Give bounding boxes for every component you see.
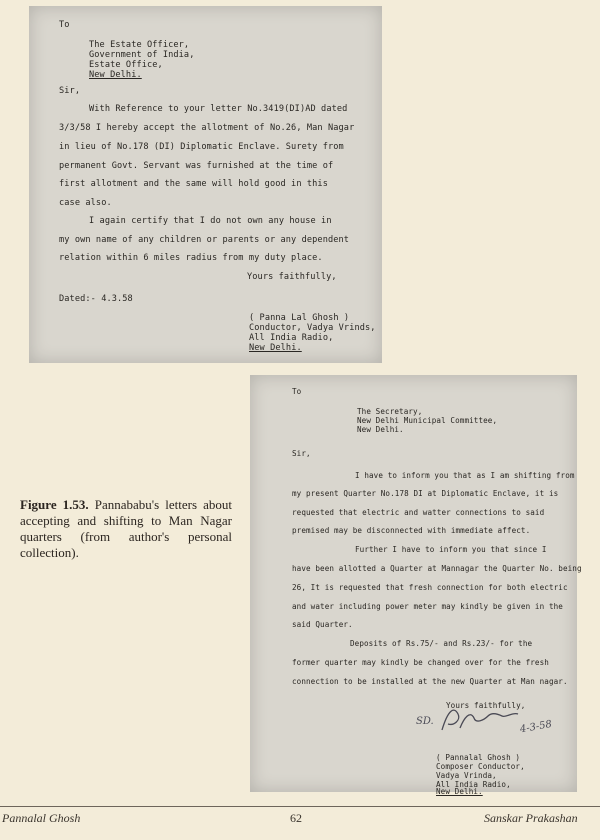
body-line: connection to be installed at the new Quarter at Man nagar. [292, 677, 568, 686]
addressee-line: New Delhi. [89, 70, 142, 80]
figure-caption-text: Pannababu's letters about accepting and shifting to Man Nagar quarters (from author's personal collection). [20, 497, 232, 560]
signature-line: All India Radio, [436, 780, 511, 789]
dated: Dated:- 4.3.58 [59, 294, 133, 304]
signature-line: Conductor, Vadya Vrinds, [249, 323, 376, 333]
addressee-line: Estate Office, [89, 60, 163, 70]
body-line: Deposits of Rs.75/- and Rs.23/- for the [350, 639, 533, 648]
signature-line: ( Pannalal Ghosh ) [436, 753, 521, 762]
svg-text:4-3-58: 4-3-58 [519, 718, 553, 736]
closing: Yours faithfully, [446, 701, 526, 710]
body-line: have been allotted a Quarter at Mannagar the Quarter No. being [292, 564, 582, 573]
body-line: my present Quarter No.178 DI at Diplomatic Enclave, it is [292, 489, 559, 498]
addressee-line: New Delhi. [357, 425, 404, 434]
letter-to: To [292, 387, 302, 396]
figure-label: Figure 1.53. [20, 497, 89, 512]
closing: Yours faithfully, [247, 272, 337, 282]
salutation: Sir, [59, 86, 81, 96]
footer-author: Pannalal Ghosh [2, 811, 81, 825]
body-line: premised may be disconnected with immediate affect. [292, 526, 531, 535]
signature-line: New Delhi. [436, 787, 483, 796]
signature-line: New Delhi. [249, 343, 302, 353]
letter-estate-officer [29, 6, 382, 363]
body-line: relation within 6 miles radius from my duty place. [59, 253, 323, 263]
addressee-line: Government of India, [89, 50, 195, 60]
body-line: my own name of any children or parents or any dependent [59, 235, 350, 245]
signature-line: ( Panna Lal Ghosh ) [249, 313, 350, 323]
addressee-line: New Delhi Municipal Committee, [357, 416, 498, 425]
footer-publisher: Sanskar Prakashan [484, 811, 578, 825]
signature-line: All India Radio, [249, 333, 334, 343]
svg-text:SD.: SD. [416, 716, 434, 727]
signature-line: Composer Conductor, [436, 762, 525, 771]
salutation: Sir, [292, 449, 311, 458]
body-line: I again certify that I do not own any house in [89, 216, 332, 226]
body-line: first allotment and the same will hold good in this [59, 179, 328, 189]
addressee-line: The Secretary, [357, 407, 423, 416]
body-line: in lieu of No.178 (DI) Diplomatic Enclave. Surety from [59, 142, 344, 152]
figure-caption [20, 497, 232, 561]
handwritten-signature [414, 700, 564, 740]
body-line: 26, It is requested that fresh connection for both electric [292, 583, 568, 592]
body-line: With Reference to your letter No.3419(DI)AD dated [89, 104, 348, 114]
body-line: Further I have to inform you that since I [355, 545, 547, 554]
body-line: said Quarter. [292, 620, 353, 629]
addressee-line: The Estate Officer, [89, 40, 190, 50]
page-number: 62 [290, 811, 302, 825]
body-line: 3/3/58 I hereby accept the allotment of No.26, Man Nagar [59, 123, 355, 133]
body-line: permanent Govt. Servant was furnished at the time of [59, 161, 334, 171]
body-line: I have to inform you that as I am shifting from [355, 471, 575, 480]
signature-line: Vadya Vrinda, [436, 771, 497, 780]
letter-to: To [59, 20, 70, 30]
body-line: former quarter may kindly be changed over for the fresh [292, 658, 549, 667]
footer-rule [0, 806, 600, 807]
body-line: requested that electric and watter connections to said [292, 508, 545, 517]
body-line: and water including power meter may kindly be given in the [292, 602, 563, 611]
body-line: case also. [59, 198, 112, 208]
